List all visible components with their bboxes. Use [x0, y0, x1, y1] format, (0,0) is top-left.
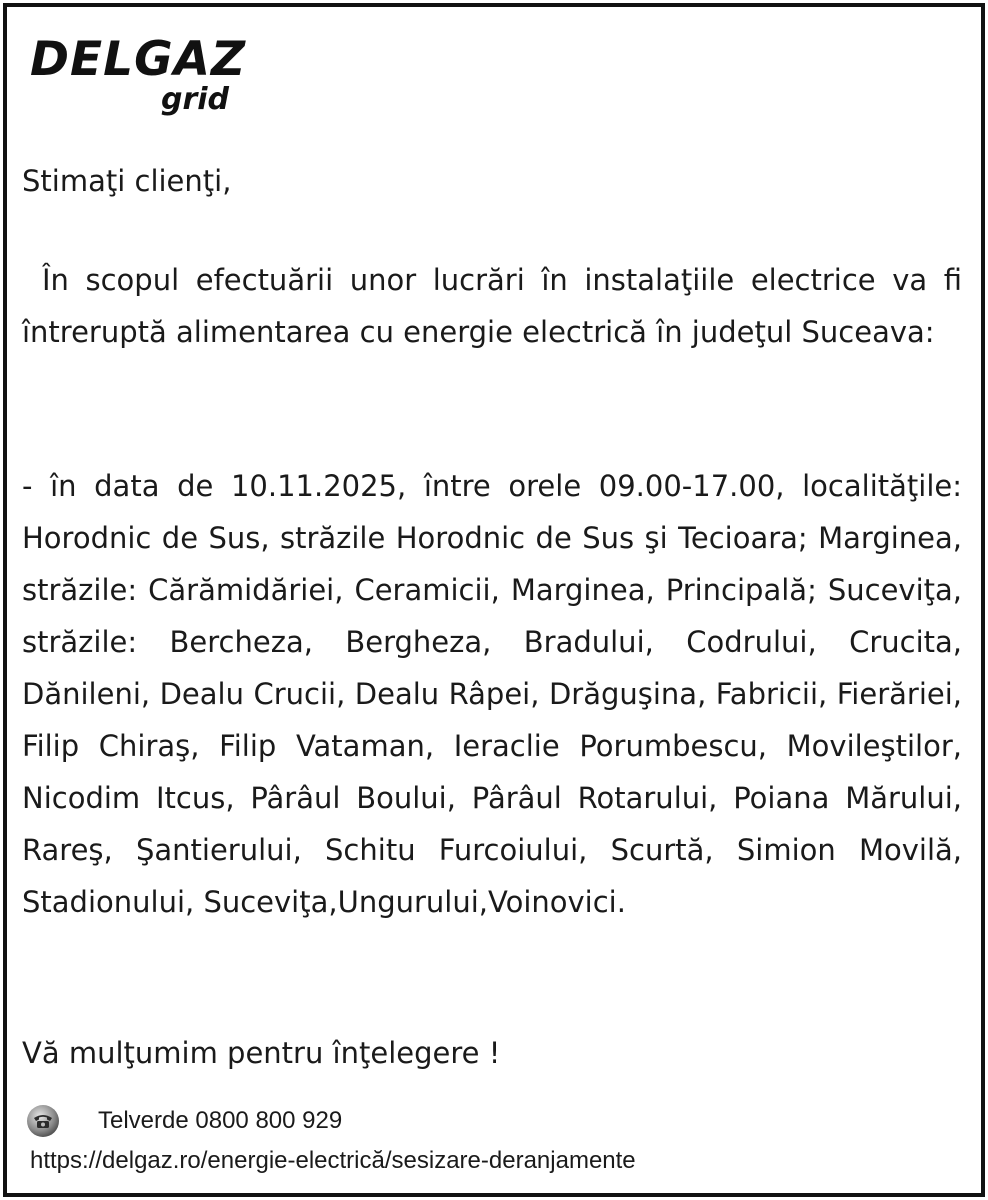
logo-brand: DELGAZ: [30, 32, 247, 87]
greeting: Stimaţi clienţi,: [22, 164, 232, 198]
phone-row: [26, 1101, 342, 1141]
thanks-line: Vă mulţumim pentru înţelegere !: [22, 1036, 501, 1070]
report-url[interactable]: https://delgaz.ro/energie-electrică/sesizare-deranjamente: [30, 1147, 636, 1174]
logo-sub: grid: [161, 82, 230, 117]
phone-icon: [26, 1104, 60, 1138]
delgaz-grid-logo: [30, 32, 260, 124]
outage-paragraph: - în data de 10.11.2025, între orele 09.00-17.00, localităţile: Horodnic de Sus, străzile Horodnic de Sus şi Tecioara; Marginea, străzile: Cărămidăriei, Ceramicii, Marginea, Principală; Suceviţa, străzile: Bercheza, Bergheza, Bradului, Codrului, Crucita, Dănileni, Dealu Crucii, Dealu Râpei, Drăguşina, Fabricii, Fierăriei, Filip Chiraş, Filip Vataman, Ieraclie Porumbescu, Movileştilor, Nicodim Itcus, Pârâul Boului, Pârâul Rotarului, Poiana Mărului, Rareş, Şantierului, Schitu Furcoiului, Scurtă, Simion Movilă, Stadionului, Suceviţa,Ungurului,Voinovici.: [22, 469, 962, 919]
intro-paragraph: În scopul efectuării unor lucrări în instalaţiile electrice va fi întreruptă alimentarea cu energie electrică în judeţul Suceava:: [22, 263, 962, 349]
phone-number: Telverde 0800 800 929: [98, 1107, 343, 1134]
